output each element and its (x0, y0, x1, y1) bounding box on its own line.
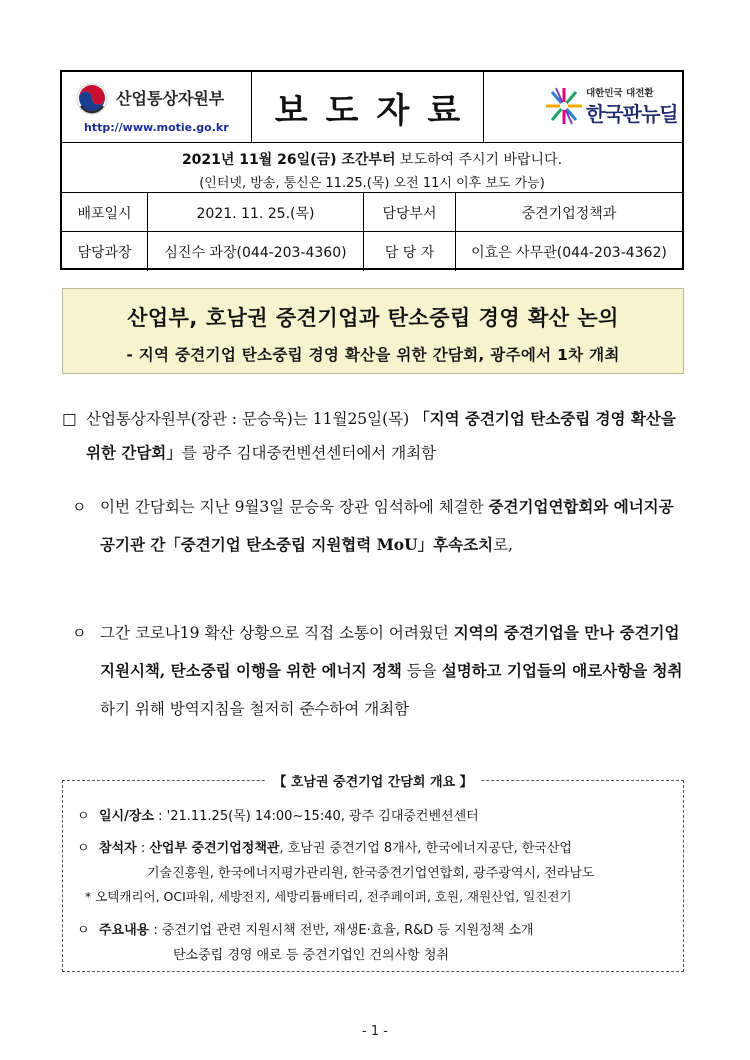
headline-sub: - 지역 중견기업 탄소중립 경영 확산을 위한 간담회, 광주에서 1차 개최 (126, 346, 620, 364)
when-value: : '21.11.25(목) 14:00~15:40, 광주 김대중컨벤션센터 (153, 809, 479, 824)
release-info-row (62, 192, 682, 231)
lead-text-c: 를 광주 김대중컨벤션센터에서 개최함 (181, 444, 437, 462)
brand-slogan: 대한민국 대전환 (586, 88, 654, 99)
lead-text-a: 산업통상자원부(장관 : 문승욱)는 11월25일(목) (86, 410, 415, 428)
taegeuk-emblem-icon (76, 83, 108, 115)
staff-value: 이효은 사무관(044-203-4362) (471, 244, 667, 261)
ministry-logo-area (62, 72, 252, 142)
chief-value: 심진수 과장(044-203-4360) (148, 232, 364, 271)
embargo-date: 2021년 11월 26일(금) 조간부터 (181, 152, 396, 168)
embargo-notice (62, 142, 682, 192)
bullet2-highlight-1: 지역의 중견기업을 만나 중견기업 지원시책, 탄소중립 이행을 위한 에너지 정책 (100, 623, 680, 680)
new-deal-logo (484, 72, 682, 142)
square-bullet-icon: □ (62, 410, 77, 428)
who-label: 참석자 (99, 841, 137, 856)
staff-label: 담 당 자 (364, 232, 456, 271)
headline-main: 산업부, 호남권 중견기업과 탄소중립 경영 확산 논의 (127, 306, 619, 330)
bullet2-text-c: 등을 (401, 662, 442, 680)
topic-label: 주요내용 (99, 923, 150, 938)
when-label: 일시/장소 (99, 809, 154, 824)
embargo-text: 보도하여 주시기 바랍니다. (395, 152, 563, 168)
lead-paragraph (62, 402, 684, 470)
who-sep: : (136, 841, 150, 856)
topic-line-2: 탄소중립 경영 애로 등 중견기업인 건의사항 청취 (173, 948, 449, 963)
circle-bullet-icon: ㅇ (72, 624, 87, 642)
embargo-note: (인터넷, 방송, 통신은 11.25.(목) 오전 11시 이후 보도 가능) (199, 176, 545, 191)
bullet2-highlight-2: 설명하고 기업들의 애로사항을 청취 (441, 661, 683, 680)
new-deal-mark-icon (544, 86, 584, 126)
contact-info-row (62, 231, 682, 270)
dept-value: 중견기업정책과 (521, 205, 617, 222)
who-bold: 산업부 중견기업정책관 (149, 841, 280, 856)
participating-companies: * 오텍캐리어, OCI파워, 세방전지, 세방리튬배터리, 전주페이퍼, 호원, 재원산업, 일진전기 (85, 889, 572, 904)
summary-when (77, 805, 479, 824)
lead-event-name: 「지역 중견기업 탄소중립 경영 확산을 위한 간담회」 (86, 409, 676, 462)
title-area (252, 72, 484, 142)
date-label: 배포일시 (62, 193, 148, 232)
topic-value: : 중견기업 관련 지원시책 전반, 재생E·효율, R&D 등 지원정책 소개 (149, 923, 534, 938)
bullet1-text-c: 로, (493, 536, 513, 554)
page-number: - 1 - (362, 1024, 388, 1039)
circle-bullet-icon: ㅇ (77, 923, 90, 938)
summary-title: 【 호남권 중견기업 간담회 개요 】 (265, 775, 480, 790)
page-title: 보도자료 (274, 90, 479, 131)
bullet2-text-a: 그간 코로나19 확산 상황으로 직접 소통이 어려웠던 (100, 624, 454, 642)
bullet1-highlight: 중견기업연합회와 에너지공공기관 간「중견기업 탄소중립 지원협력 MoU」후속조치 (100, 497, 674, 554)
circle-bullet-icon: ㅇ (77, 841, 90, 856)
chief-label: 담당과장 (62, 232, 148, 271)
ministry-name: 산업통상자원부 (116, 89, 225, 108)
date-value: 2021. 11. 25.(목) (148, 193, 364, 232)
summary-topic (77, 919, 534, 938)
who-line-2: 기술진흥원, 한국에너지평가관리원, 한국중견기업연합회, 광주광역시, 전라남도 (147, 866, 595, 881)
summary-who (77, 837, 572, 856)
press-release-header (60, 70, 684, 270)
bullet2-text-e: 하기 위해 방역지침을 철저히 준수하여 개최함 (100, 700, 410, 718)
brand-name: 한국판뉴딜 (586, 102, 678, 126)
dept-label: 담당부서 (364, 193, 456, 232)
circle-bullet-icon: ㅇ (77, 809, 90, 824)
bullet-paragraph-1 (72, 488, 684, 564)
who-rest: , 호남권 중견기업 8개사, 한국에너지공단, 한국산업 (279, 841, 572, 856)
ministry-url[interactable]: http://www.motie.go.kr (84, 121, 229, 134)
bullet1-text-a: 이번 간담회는 지난 9월3일 문승욱 장관 임석하에 체결한 (100, 498, 489, 516)
circle-bullet-icon: ㅇ (72, 498, 87, 516)
event-summary-box (62, 775, 684, 972)
bullet-paragraph-2 (72, 614, 684, 728)
headline-box (62, 288, 684, 374)
